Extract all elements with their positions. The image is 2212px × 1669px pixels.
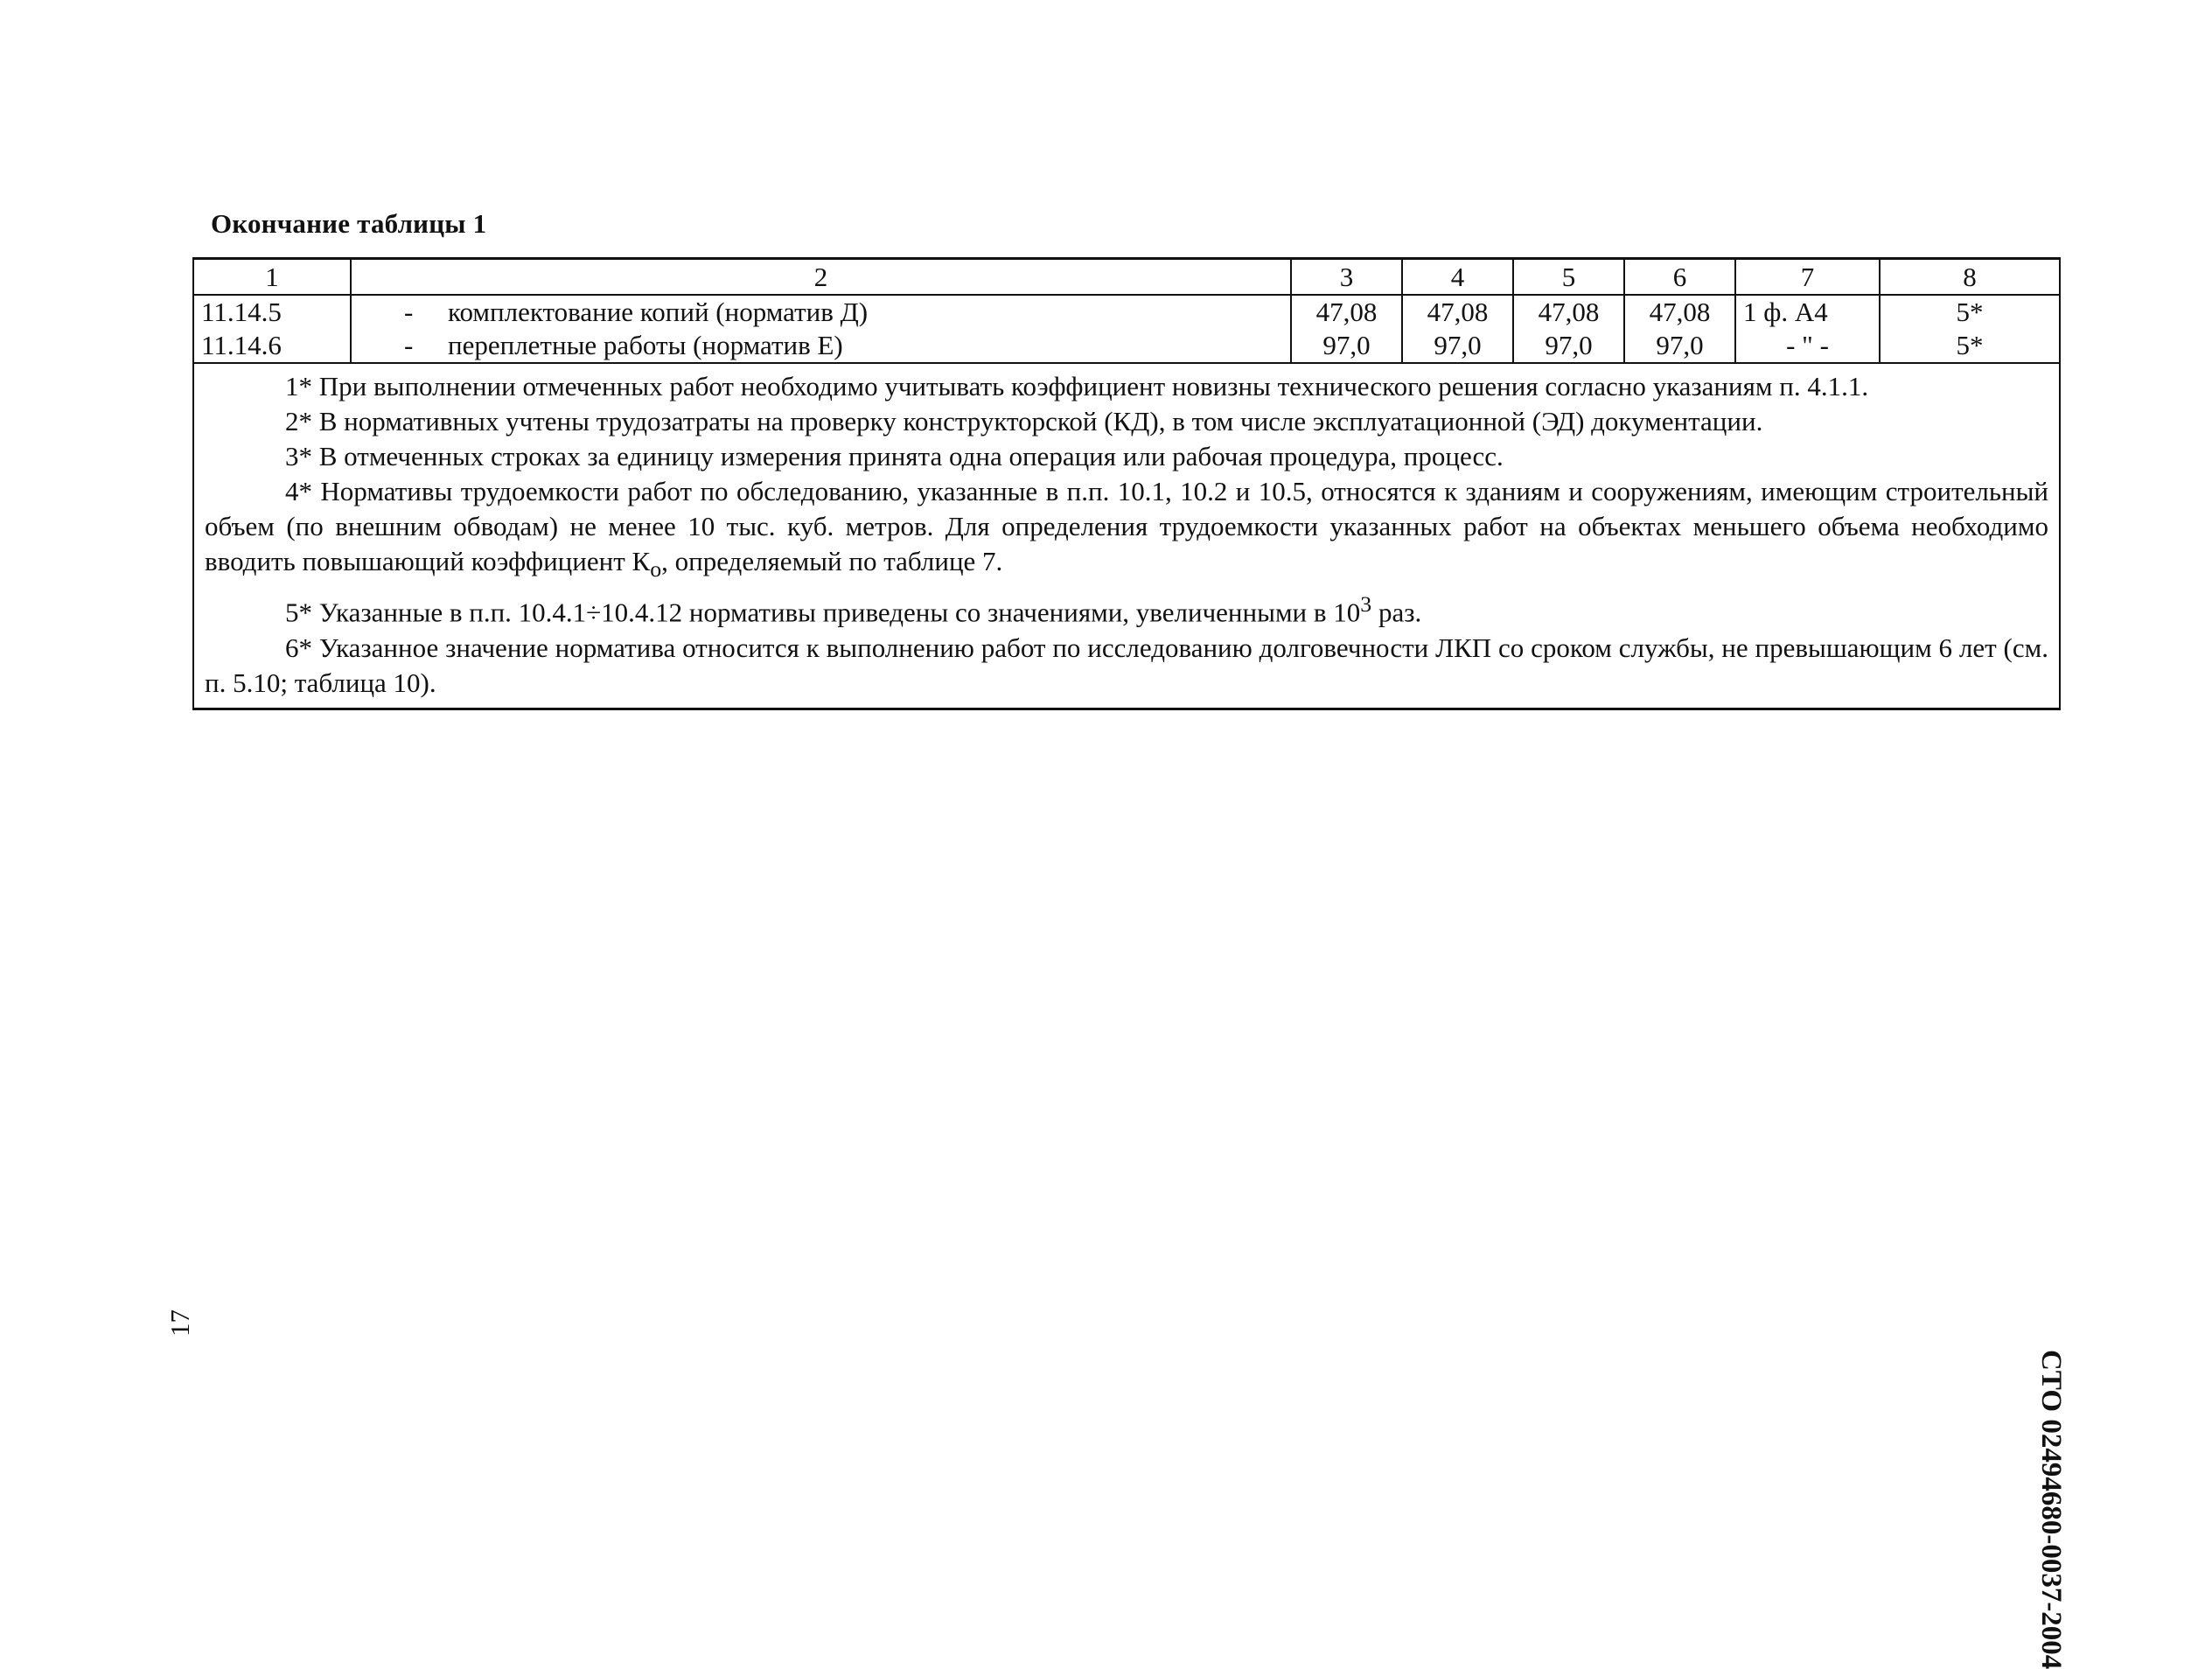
column-header: 5 bbox=[1513, 259, 1624, 296]
table-caption: Окончание таблицы 1 bbox=[211, 208, 487, 239]
value-cell: 97,0 bbox=[1624, 329, 1735, 363]
note-ref-cell: 5* bbox=[1880, 295, 2060, 329]
value-cell: 47,08 bbox=[1624, 295, 1735, 329]
item-description: комплектование копий (норматив Д) bbox=[448, 297, 869, 327]
value-cell: 47,08 bbox=[1402, 295, 1513, 329]
unit-cell: - " - bbox=[1735, 329, 1880, 363]
value-cell: 47,08 bbox=[1513, 295, 1624, 329]
item-description: переплетные работы (норматив Е) bbox=[448, 330, 843, 360]
item-description-cell bbox=[351, 329, 1291, 363]
footnote-4-subscript: о bbox=[650, 556, 662, 583]
page-number: 17 bbox=[164, 1309, 195, 1337]
item-code: 11.14.6 bbox=[193, 329, 351, 363]
notes-cell bbox=[193, 363, 2060, 709]
note-ref-cell: 5* bbox=[1880, 329, 2060, 363]
unit-cell: 1 ф. А4 bbox=[1735, 295, 1880, 329]
column-header: 4 bbox=[1402, 259, 1513, 296]
column-header: 8 bbox=[1880, 259, 2060, 296]
footnote-4-text-end: , определяемый по таблице 7. bbox=[661, 546, 1003, 576]
table-row bbox=[193, 295, 2060, 329]
footnote-4 bbox=[205, 474, 2048, 587]
footnote-1: 1* При выполнении отмеченных работ необходимо учитывать коэффициент новизны технического решения согласно указаниям п. 4.1.1. bbox=[285, 371, 1869, 402]
footnote-6: 6* Указанное значение норматива относится к выполнению работ по исследованию долговечности ЛКП со сроком службы, не превышающим 6 лет (см. п. 5.10; таблица 10). bbox=[205, 632, 2048, 698]
footnote-4-text: 4* Нормативы трудоемкости работ по обследованию, указанные в п.п. 10.1, 10.2 и 10.5, относятся к зданиям и сооружениям, имеющим строительный объем (по внешним обводам) не менее 10 тыс. куб. метров. Для определения трудоемкости указанных работ на объектах меньшего объема необходимо вводить повышающий коэффициент К bbox=[205, 476, 2048, 576]
standards-table bbox=[192, 257, 2061, 710]
column-header: 6 bbox=[1624, 259, 1735, 296]
table-header-row bbox=[193, 259, 2060, 296]
column-header: 3 bbox=[1291, 259, 1402, 296]
item-dash: - bbox=[404, 330, 414, 360]
notes-row bbox=[193, 363, 2060, 709]
column-header: 7 bbox=[1735, 259, 1880, 296]
column-header: 2 bbox=[351, 259, 1291, 296]
footnote-5 bbox=[205, 587, 2048, 630]
footnote-5-text-end: раз. bbox=[1371, 597, 1422, 628]
document-code: СТО 02494680-0037-2004 bbox=[2035, 1350, 2067, 1669]
value-cell: 47,08 bbox=[1291, 295, 1402, 329]
footnote-3: 3* В отмеченных строках за единицу измерения принята одна операция или рабочая процедура, процесс. bbox=[285, 441, 1504, 471]
footnote-2: 2* В нормативных учтены трудозатраты на проверку конструкторской (КД), в том числе эксплуатационной (ЭД) документации. bbox=[285, 406, 1763, 436]
footnote-5-text: 5* Указанные в п.п. 10.4.1÷10.4.12 нормативы приведены со значениями, увеличенными в 10 bbox=[285, 597, 1361, 628]
column-header: 1 bbox=[193, 259, 351, 296]
item-description-cell bbox=[351, 295, 1291, 329]
item-dash: - bbox=[404, 297, 414, 327]
value-cell: 97,0 bbox=[1402, 329, 1513, 363]
item-code: 11.14.5 bbox=[193, 295, 351, 329]
footnote-5-superscript: 3 bbox=[1360, 591, 1372, 618]
value-cell: 97,0 bbox=[1513, 329, 1624, 363]
value-cell: 97,0 bbox=[1291, 329, 1402, 363]
table-row bbox=[193, 329, 2060, 363]
